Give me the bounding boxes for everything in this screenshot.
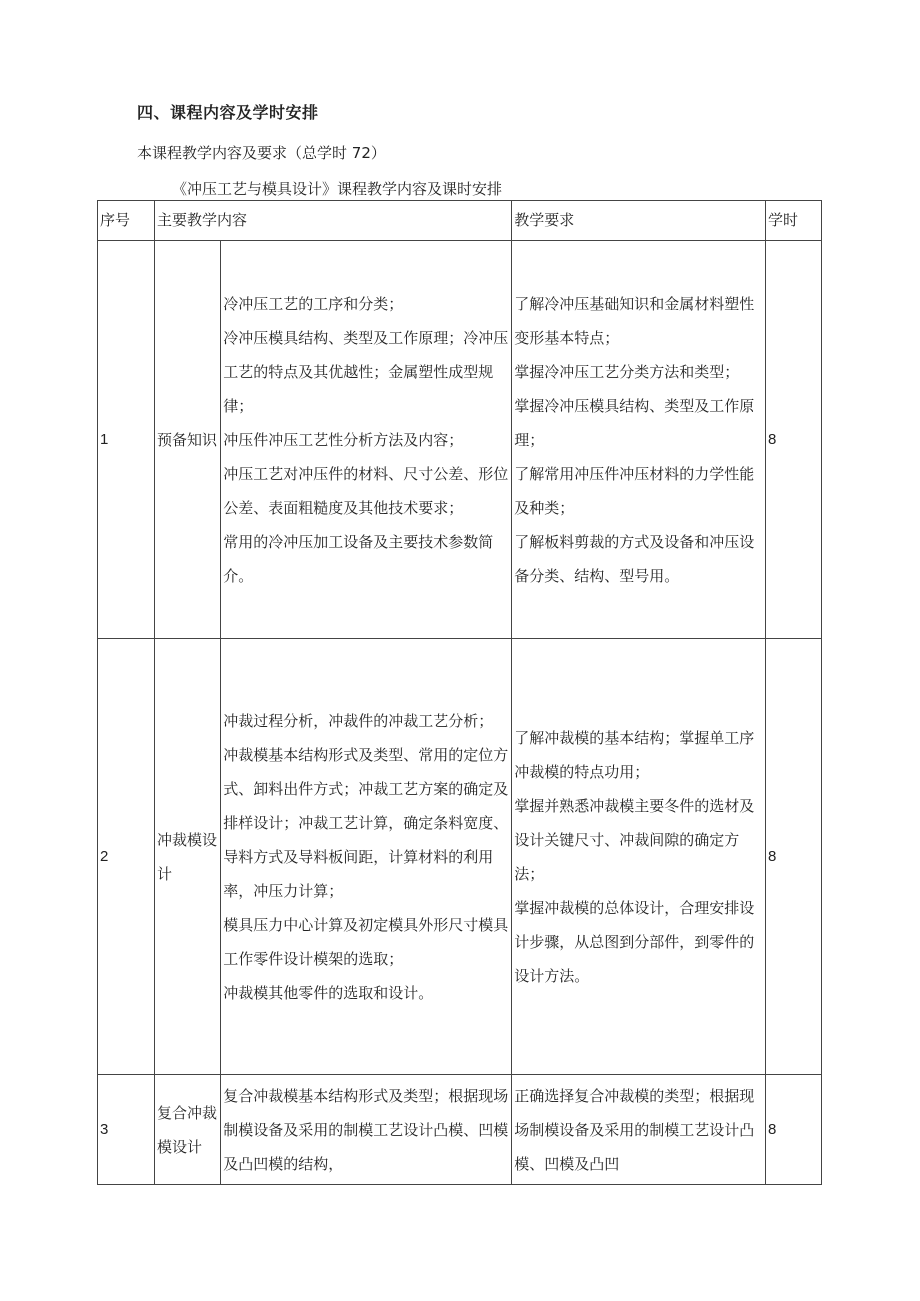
content-item: 常用的冷冲压加工设备及主要技术参数简介。 — [223, 532, 494, 585]
content-item: 冲裁模基本结构形式及类型、常用的定位方式、卸料出件方式；冲裁工艺方案的确定及排样设计；冲裁工艺计算，确定条料宽度、导料方式及导料板间距，计算材料的利用率，冲压力计算； — [223, 745, 509, 900]
row-requirements — [512, 639, 766, 1075]
table-caption: 《冲压工艺与模具设计》课程教学内容及课时安排 — [172, 180, 503, 198]
row-topic: 冲裁模设计 — [154, 639, 220, 1075]
content-item: 冲裁模其他零件的选取和设计。 — [223, 983, 434, 1002]
content-item: 冲压件冲压工艺性分析方法及内容； — [223, 430, 464, 449]
content-item: 冲压工艺对冲压件的材料、尺寸公差、形位公差、表面粗糙度及其他技术要求； — [223, 464, 509, 517]
row-content — [221, 1075, 512, 1185]
requirement-item: 了解冷冲压基础知识和金属材料塑性变形基本特点； — [514, 294, 755, 347]
table-row — [98, 639, 822, 1075]
row-hours: 8 — [766, 241, 822, 639]
requirement-item: 了解冲裁模的基本结构；掌握单工序冲裁模的特点功用； — [514, 728, 755, 781]
course-schedule-table — [97, 200, 822, 1185]
header-content: 主要教学内容 — [154, 201, 511, 241]
row-requirements — [512, 1075, 766, 1185]
requirement-item: 了解板料剪裁的方式及设备和冲压设备分类、结构、型号用。 — [514, 532, 755, 585]
content-item: 模具压力中心计算及初定模具外形尺寸模具工作零件设计模架的选取； — [223, 915, 509, 968]
content-item: 冲裁过程分析，冲裁件的冲裁工艺分析； — [223, 711, 494, 730]
content-item: 冷冲压模具结构、类型及工作原理；冷冲压工艺的特点及其优越性；金属塑性成型规律； — [223, 328, 509, 415]
row-number: 1 — [98, 241, 155, 639]
row-topic: 复合冲裁模设计 — [154, 1075, 220, 1185]
header-hours: 学时 — [766, 201, 822, 241]
row-number: 3 — [98, 1075, 155, 1185]
requirement-item: 了解常用冲压件冲压材料的力学性能及种类； — [514, 464, 755, 517]
header-requirements: 教学要求 — [512, 201, 766, 241]
row-number: 2 — [98, 639, 155, 1075]
header-no: 序号 — [98, 201, 155, 241]
row-topic: 预备知识 — [154, 241, 220, 639]
row-content — [221, 241, 512, 639]
requirement-item: 掌握并熟悉冲裁模主要冬件的选材及设计关键尺寸、冲裁间隙的确定方法； — [514, 796, 755, 883]
section-title: 四、课程内容及学时安排 — [137, 103, 319, 122]
row-hours: 8 — [766, 639, 822, 1075]
table-header-row — [98, 201, 822, 241]
table-row — [98, 241, 822, 639]
table-row — [98, 1075, 822, 1185]
row-hours: 8 — [766, 1075, 822, 1185]
row-requirements — [512, 241, 766, 639]
requirement-item: 正确选择复合冲裁模的类型；根据现场制模设备及采用的制模工艺设计凸模、凹模及凸凹 — [514, 1086, 755, 1173]
content-item: 冷冲压工艺的工序和分类； — [223, 294, 404, 313]
requirement-item: 掌握冷冲压工艺分类方法和类型； — [514, 362, 740, 381]
content-item: 复合冲裁模基本结构形式及类型；根据现场制模设备及采用的制模工艺设计凸模、凹模及凸凹模的结构， — [223, 1086, 509, 1173]
requirement-item: 掌握冷冲压模具结构、类型及工作原理； — [514, 396, 755, 449]
intro-text: 本课程教学内容及要求（总学时 72） — [137, 144, 386, 162]
requirement-item: 掌握冲裁模的总体设计，合理安排设计步骤，从总图到分部件，到零件的设计方法。 — [514, 898, 755, 985]
row-content — [221, 639, 512, 1075]
